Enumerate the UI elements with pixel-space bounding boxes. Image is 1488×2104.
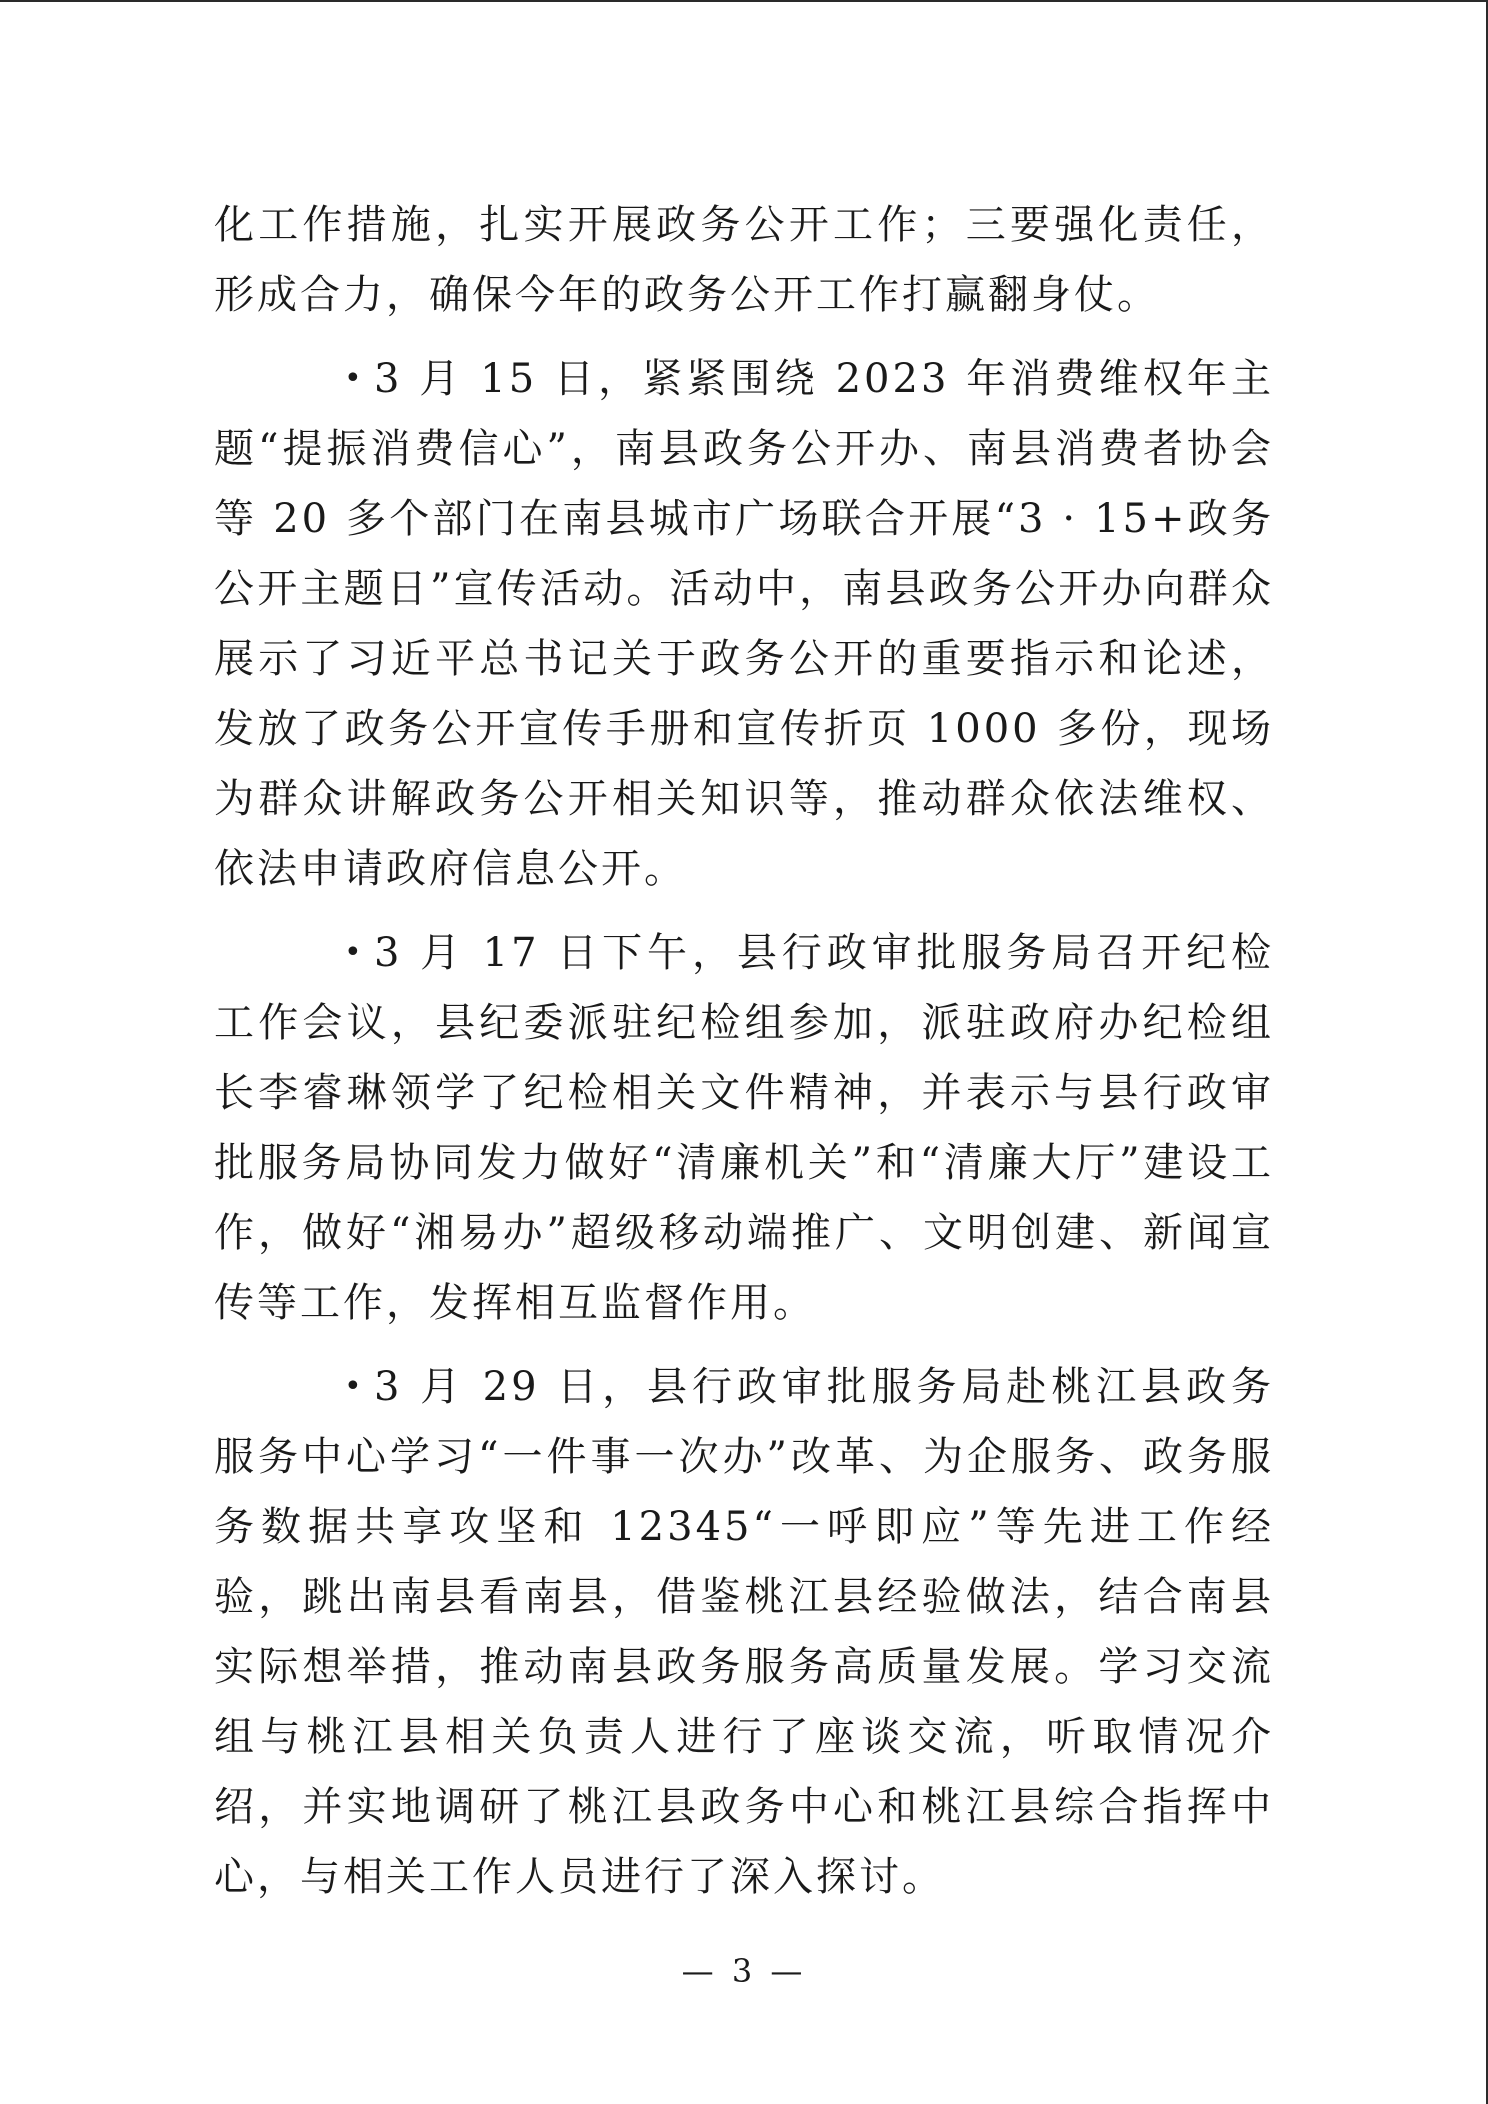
paragraph-text: 化工作措施，扎实开展政务公开工作；三要强化责任，形成合力，确保今年的政务公开工作打赢翻身仗。 [214, 202, 1274, 318]
bullet-icon: • [344, 1369, 365, 1404]
paragraph-text: 3 月 17 日下午，县行政审批服务局召开纪检工作会议，县纪委派驻纪检组参加，派驻政府办纪检组长李睿琳领学了纪检相关文件精神，并表示与县行政审批服务局协同发力做好“清廉机关”和“清廉大厅”建设工作，做好“湘易办”超级移动端推广、文明创建、新闻宣传等工作，发挥相互监督作用。 [214, 930, 1274, 1326]
top-border-line [0, 0, 1488, 2]
paragraph-continuation [214, 190, 1274, 330]
paragraph-march-17 [214, 918, 1274, 1338]
document-body [214, 190, 1274, 1926]
paragraph-text: 3 月 29 日，县行政审批服务局赴桃江县政务服务中心学习“一件事一次办”改革、为企服务、政务服务数据共享攻坚和 12345“一呼即应”等先进工作经验，跳出南县看南县，借鉴桃江县经验做法，结合南县实际想举措，推动南县政务服务高质量发展。学习交流组与桃江县相关负责人进行了座谈交流，听取情况介绍，并实地调研了桃江县政务中心和桃江县综合指挥中心，与相关工作人员进行了深入探讨。 [214, 1364, 1274, 1900]
bullet-icon: • [344, 935, 365, 970]
paragraph-march-15 [214, 344, 1274, 904]
bullet-icon: • [344, 361, 365, 396]
paragraph-march-29 [214, 1352, 1274, 1912]
paragraph-text: 3 月 15 日，紧紧围绕 2023 年消费维权年主题“提振消费信心”，南县政务公开办、南县消费者协会等 20 多个部门在南县城市广场联合开展“3 · 15+政务公开主题日”宣传活动。活动中，南县政务公开办向群众展示了习近平总书记关于政务公开的重要指示和论述，发放了政务公开宣传手册和宣传折页 1000 多份，现场为群众讲解政务公开相关知识等，推动群众依法维权、依法申请政府信息公开。 [214, 356, 1274, 892]
page-number: — 3 — [681, 1952, 807, 1990]
